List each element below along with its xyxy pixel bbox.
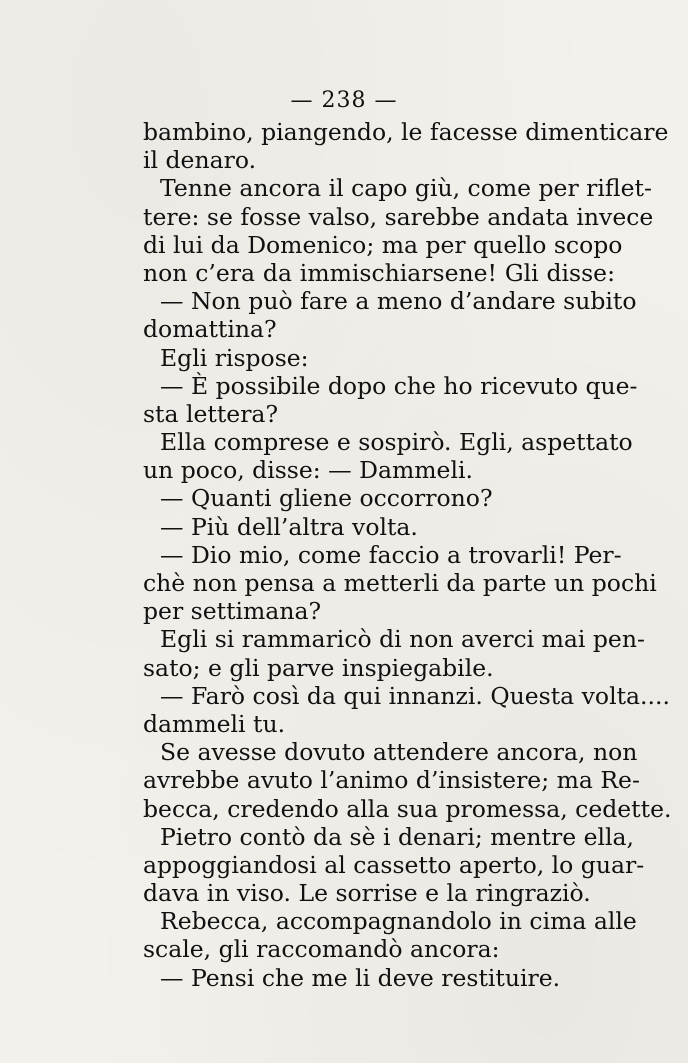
- text-line: — Quanti gliene occorrono?: [160, 484, 493, 513]
- text-line: per settimana?: [143, 597, 322, 626]
- text-line: sato; e gli parve inspiegabile.: [143, 653, 494, 682]
- text-line: Rebecca, accompagnandolo in cima alle: [160, 907, 637, 936]
- text-line: Egli rispose:: [160, 343, 309, 372]
- text-line: Tenne ancora il capo giù, come per riflet-: [160, 174, 652, 203]
- text-line: un poco, disse: — Dammeli.: [143, 456, 473, 485]
- text-line: avrebbe avuto l’animo d’insistere; ma Re-: [143, 766, 640, 795]
- text-line: Egli si rammaricò di non averci mai pen-: [160, 625, 645, 654]
- text-line: — Non può fare a meno d’andare subito: [160, 287, 637, 316]
- text-line: domattina?: [143, 315, 277, 344]
- text-line: scale, gli raccomandò ancora:: [143, 935, 500, 964]
- text-line: — Dio mio, come faccio a trovarli! Per-: [160, 540, 622, 569]
- text-line: Ella comprese e sospirò. Egli, aspettato: [160, 428, 633, 457]
- text-line: — Più dell’altra volta.: [160, 512, 418, 541]
- text-line: — Farò così da qui innanzi. Questa volta....: [160, 681, 670, 710]
- text-line: non c’era da immischiarsene! Gli disse:: [143, 258, 615, 287]
- text-line: sta lettera?: [143, 399, 279, 428]
- text-line: di lui da Domenico; ma per quello scopo: [143, 230, 623, 259]
- text-line: il denaro.: [143, 146, 257, 175]
- text-line: dammeli tu.: [143, 709, 286, 738]
- text-line: — Pensi che me li deve restituire.: [160, 963, 561, 992]
- text-line: becca, credendo alla sua promessa, cedette.: [143, 794, 672, 823]
- text-line: — È possibile dopo che ho ricevuto que-: [160, 371, 638, 400]
- text-line: chè non pensa a metterli da parte un pochi: [143, 569, 657, 597]
- page-number: — 238 —: [290, 88, 398, 113]
- body-text: [143, 118, 672, 992]
- text-line: tere: se fosse valso, sarebbe andata invece: [143, 202, 654, 231]
- text-line: appoggiandosi al cassetto aperto, lo guar-: [143, 850, 645, 879]
- text-line: dava in viso. Le sorrise e la ringraziò.: [143, 879, 591, 908]
- text-line: bambino, piangendo, le facesse dimenticare: [143, 118, 669, 146]
- text-line: Pietro contò da sè i denari; mentre ella,: [160, 822, 635, 851]
- text-line: Se avesse dovuto attendere ancora, non: [160, 738, 638, 767]
